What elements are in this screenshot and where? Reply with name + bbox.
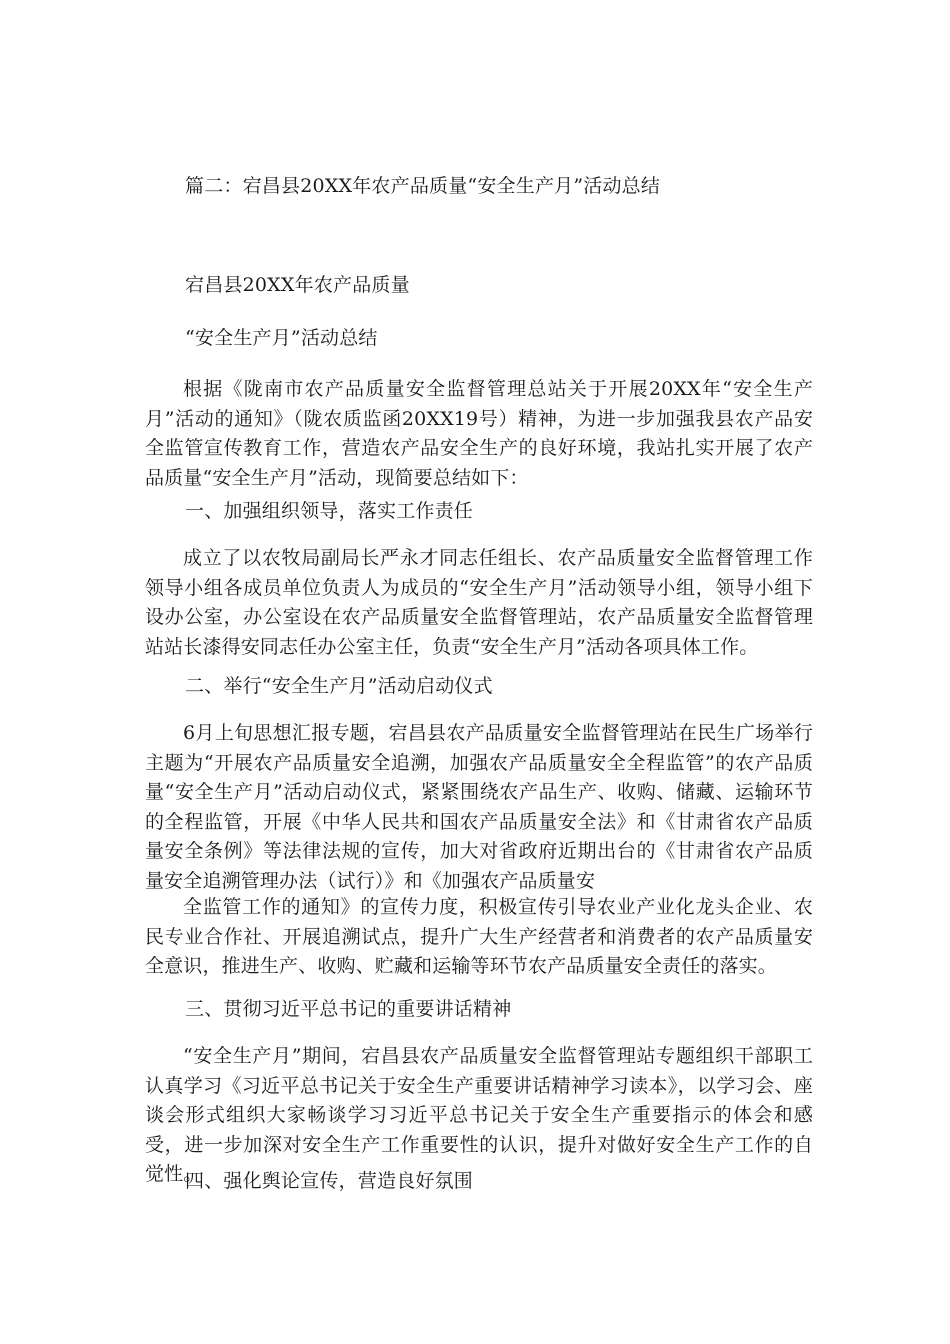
section-heading-3: 三、贯彻习近平总书记的重要讲话精神 xyxy=(185,998,512,1020)
section-heading-1: 一、加强组织领导，落实工作责任 xyxy=(185,500,474,522)
section-heading-4: 四、强化舆论宣传，营造良好氛围 xyxy=(185,1170,474,1192)
section-paragraph-3: “安全生产月”期间，宕昌县农产品质量安全监督管理站专题组织干部职工认真学习《习近平总书记关于安全生产重要讲话精神学习读本》，以学习会、座谈会形式组织大家畅谈学习习近平总书记关于安全生产重要指示的体会和感受，进一步加深对安全生产工作重要性的认识，提升对做好安全生产工作的自觉性。 xyxy=(145,1045,813,1185)
section-paragraph-2b: 全监管工作的通知》的宣传力度，积极宣传引导农业产业化龙头企业、农民专业合作社、开展追溯试点，提升广大生产经营者和消费者的农产品质量安全意识，推进生产、收购、贮藏和运输等环节农产品质量安全责任的落实。 xyxy=(145,896,813,977)
section-paragraph-1: 成立了以农牧局副局长严永才同志任组长、农产品质量安全监督管理工作领导小组各成员单位负责人为成员的“安全生产月”活动领导小组，领导小组下设办公室，办公室设在农产品质量安全监督管理站，农产品质量安全监督管理站站长漆得安同志任办公室主任，负责“安全生产月”活动各项具体工作。 xyxy=(145,547,813,658)
section-paragraph-2a: 6月上旬思想汇报专题，宕昌县农产品质量安全监督管理站在民生广场举行主题为“开展农产品质量安全追溯，加强农产品质量安全全程监管”的农产品质量“安全生产月”活动启动仪式，紧紧围绕农产品生产、收购、储藏、运输环节的全程监管，开展《中华人民共和国农产品质量安全法》和《甘肃省农产品质量安全条例》等法律法规的宣传，加大对省政府近期出台的《甘肃省农产品质量安全追溯管理办法（试行）》和《加强农产品质量安 xyxy=(145,722,813,892)
doc-title-line2: “安全生产月”活动总结 xyxy=(185,327,378,349)
section-heading-2: 二、举行“安全生产月”活动启动仪式 xyxy=(185,675,493,697)
intro-paragraph: 根据《陇南市农产品质量安全监督管理总站关于开展20XX年“安全生产月”活动的通知》（陇农质监函20XX19号）精神，为进一步加强我县农产品安全监管宣传教育工作，营造农产品安全生产的良好环境，我站扎实开展了农产品质量“安全生产月”活动，现简要总结如下： xyxy=(145,378,813,489)
part-title: 篇二：宕昌县20XX年农产品质量“安全生产月”活动总结 xyxy=(185,175,661,197)
doc-title-line1: 宕昌县20XX年农产品质量 xyxy=(185,274,410,296)
